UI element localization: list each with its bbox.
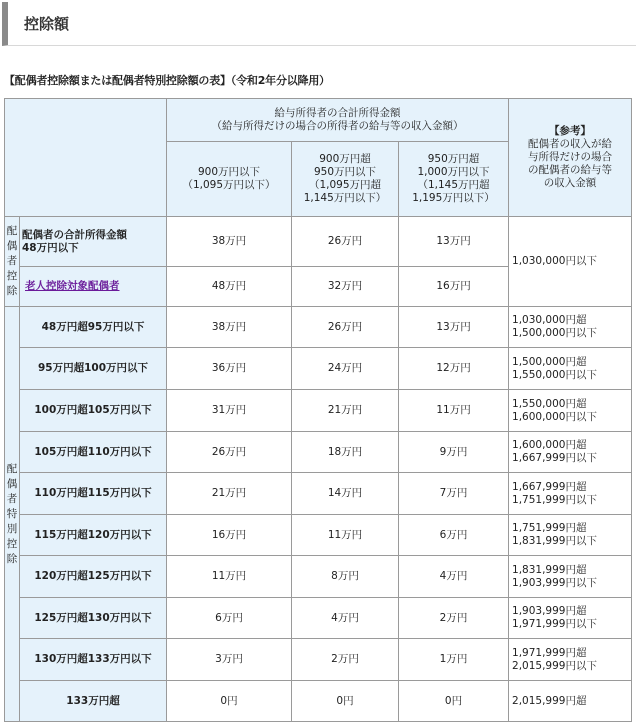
deduction-value: 14万円 xyxy=(292,473,399,515)
income-group-header xyxy=(167,99,509,142)
special-deduction-row xyxy=(5,307,632,348)
income-range-label: 125万円超130万円以下 xyxy=(20,598,167,639)
reference-value-line: 1,971,999円超 xyxy=(512,646,587,659)
reference-value xyxy=(509,598,632,639)
deduction-value: 26万円 xyxy=(167,432,292,473)
special-deduction-row xyxy=(5,598,632,639)
income-range-label: 130万円超133万円以下 xyxy=(20,639,167,681)
reference-value-line: 1,971,999円以下 xyxy=(512,618,597,630)
income-column-line: 1,195万円以下） xyxy=(412,192,495,204)
reference-value-line: 1,550,000円超 xyxy=(512,397,587,410)
income-group-title: 給与所得者の合計所得金額 xyxy=(274,107,401,119)
special-deduction-row xyxy=(5,515,632,556)
elderly-spouse-link[interactable]: 老人控除対象配偶者 xyxy=(25,280,120,292)
deduction-value: 32万円 xyxy=(292,267,399,307)
income-range-label: 115万円超120万円以下 xyxy=(20,515,167,556)
deduction-value: 0円 xyxy=(292,681,399,722)
special-deduction-row xyxy=(5,556,632,598)
deduction-value: 16万円 xyxy=(167,515,292,556)
table-caption: 【配偶者控除額または配偶者特別控除額の表】（令和2年分以降用） xyxy=(4,74,330,87)
reference-value-line: 1,831,999円以下 xyxy=(512,535,597,547)
row-label-line2: 48万円以下 xyxy=(22,241,79,254)
deduction-value: 11万円 xyxy=(167,556,292,598)
reference-value xyxy=(509,348,632,390)
row-label-line1: 配偶者の合計所得金額 xyxy=(22,228,127,241)
income-column-header xyxy=(167,142,292,217)
reference-value-line: 1,030,000円超 xyxy=(512,314,587,326)
deduction-value: 8万円 xyxy=(292,556,399,598)
reference-value-line: 1,831,999円超 xyxy=(512,563,587,576)
deduction-value: 4万円 xyxy=(399,556,509,598)
deduction-value: 0円 xyxy=(167,681,292,722)
special-deduction-row xyxy=(5,432,632,473)
reference-value: 1,030,000円以下 xyxy=(509,217,632,307)
income-column-header-text xyxy=(294,153,396,205)
deduction-value: 16万円 xyxy=(399,267,509,307)
row-label xyxy=(20,267,167,307)
reference-header-line: の配偶者の給与等 xyxy=(528,164,613,176)
reference-value-line: 1,550,000円以下 xyxy=(512,368,597,381)
reference-value-line: 1,600,000円超 xyxy=(512,439,587,451)
reference-value-line: 1,751,999円超 xyxy=(512,522,587,534)
special-deduction-row xyxy=(5,681,632,722)
reference-value xyxy=(509,432,632,473)
deduction-value: 13万円 xyxy=(399,307,509,348)
income-column-header-text xyxy=(169,166,289,192)
reference-value-line: 2,015,999円以下 xyxy=(512,659,597,672)
income-column-line: （1,095万円以下） xyxy=(182,179,276,191)
deduction-value: 24万円 xyxy=(292,348,399,390)
deduction-value: 26万円 xyxy=(292,307,399,348)
section-title: 控除額 xyxy=(24,15,70,33)
special-deduction-row xyxy=(5,473,632,515)
deduction-value: 1万円 xyxy=(399,639,509,681)
reference-value-line: 1,751,999円以下 xyxy=(512,493,597,506)
deduction-value: 0円 xyxy=(399,681,509,722)
income-range-label: 48万円超95万円以下 xyxy=(20,307,167,348)
deduction-value: 48万円 xyxy=(167,267,292,307)
section-header xyxy=(2,2,636,46)
deduction-value: 11万円 xyxy=(399,390,509,432)
deduction-value: 2万円 xyxy=(399,598,509,639)
deduction-value: 3万円 xyxy=(167,639,292,681)
reference-value-line: 1,903,999円超 xyxy=(512,605,587,617)
deduction-value: 38万円 xyxy=(167,307,292,348)
income-range-label: 105万円超110万円以下 xyxy=(20,432,167,473)
spousal-deduction-label xyxy=(5,217,20,307)
reference-value-line: 1,600,000円以下 xyxy=(512,410,597,423)
income-column-line: 1,000万円以下 xyxy=(417,166,490,178)
income-range-label: 120万円超125万円以下 xyxy=(20,556,167,598)
reference-value xyxy=(509,515,632,556)
special-deduction-row xyxy=(5,390,632,432)
deduction-value: 4万円 xyxy=(292,598,399,639)
income-range-label: 100万円超105万円以下 xyxy=(20,390,167,432)
header-blank-cell xyxy=(5,99,167,217)
income-range-label: 110万円超115万円以下 xyxy=(20,473,167,515)
income-column-line: （1,095万円超 xyxy=(308,179,382,191)
special-deduction-label-text: 配偶者特別控除 xyxy=(6,462,18,565)
deduction-table xyxy=(4,98,632,722)
income-range-label: 95万円超100万円以下 xyxy=(20,348,167,390)
deduction-value: 38万円 xyxy=(167,217,292,267)
deduction-value: 21万円 xyxy=(292,390,399,432)
reference-value xyxy=(509,307,632,348)
row-label xyxy=(20,217,167,267)
special-deduction-row xyxy=(5,639,632,681)
reference-value xyxy=(509,390,632,432)
reference-value-line: 1,667,999円以下 xyxy=(512,452,597,464)
deduction-value: 21万円 xyxy=(167,473,292,515)
reference-value-line: 1,500,000円超 xyxy=(512,355,587,368)
income-column-line: （1,145万円超 xyxy=(417,179,490,191)
income-column-line: 900万円超 xyxy=(319,153,371,165)
reference-value xyxy=(509,556,632,598)
income-column-line: 1,145万円以下） xyxy=(303,192,387,204)
special-deduction-rows xyxy=(5,307,632,722)
reference-header-line: 【参考】 xyxy=(549,125,592,137)
income-range-label: 133万円超 xyxy=(20,681,167,722)
deduction-value: 36万円 xyxy=(167,348,292,390)
income-column-line: 950万円超 xyxy=(427,153,480,165)
deduction-value: 2万円 xyxy=(292,639,399,681)
income-column-line: 950万円以下 xyxy=(313,166,377,178)
income-column-header-text xyxy=(401,153,506,205)
income-column-line: 900万円以下 xyxy=(197,166,261,178)
deduction-value: 7万円 xyxy=(399,473,509,515)
reference-header-line: 与所得だけの場合 xyxy=(528,151,613,163)
special-deduction-row xyxy=(5,348,632,390)
reference-header-line: 配偶者の収入が給 xyxy=(528,138,613,150)
deduction-value: 12万円 xyxy=(399,348,509,390)
income-column-header xyxy=(399,142,509,217)
reference-value xyxy=(509,473,632,515)
deduction-value: 9万円 xyxy=(399,432,509,473)
reference-value-line: 1,500,000円以下 xyxy=(512,327,597,339)
reference-value-line: 1,667,999円超 xyxy=(512,480,587,493)
reference-value xyxy=(509,681,632,722)
reference-value-line: 2,015,999円超 xyxy=(512,694,587,707)
income-group-subtitle: （給与所得だけの場合の所得者の給与等の収入金額） xyxy=(211,120,464,132)
reference-value xyxy=(509,639,632,681)
special-deduction-label xyxy=(5,307,20,722)
income-column-header xyxy=(292,142,399,217)
deduction-value: 6万円 xyxy=(399,515,509,556)
reference-header-text xyxy=(511,125,629,190)
deduction-value: 26万円 xyxy=(292,217,399,267)
reference-value-line: 1,903,999円以下 xyxy=(512,576,597,589)
deduction-value: 31万円 xyxy=(167,390,292,432)
reference-header-line: の収入金額 xyxy=(543,177,597,189)
deduction-value: 6万円 xyxy=(167,598,292,639)
deduction-value: 11万円 xyxy=(292,515,399,556)
reference-header xyxy=(509,99,632,217)
spousal-deduction-label-text: 配偶者控除 xyxy=(6,225,18,297)
deduction-value: 18万円 xyxy=(292,432,399,473)
deduction-value: 13万円 xyxy=(399,217,509,267)
